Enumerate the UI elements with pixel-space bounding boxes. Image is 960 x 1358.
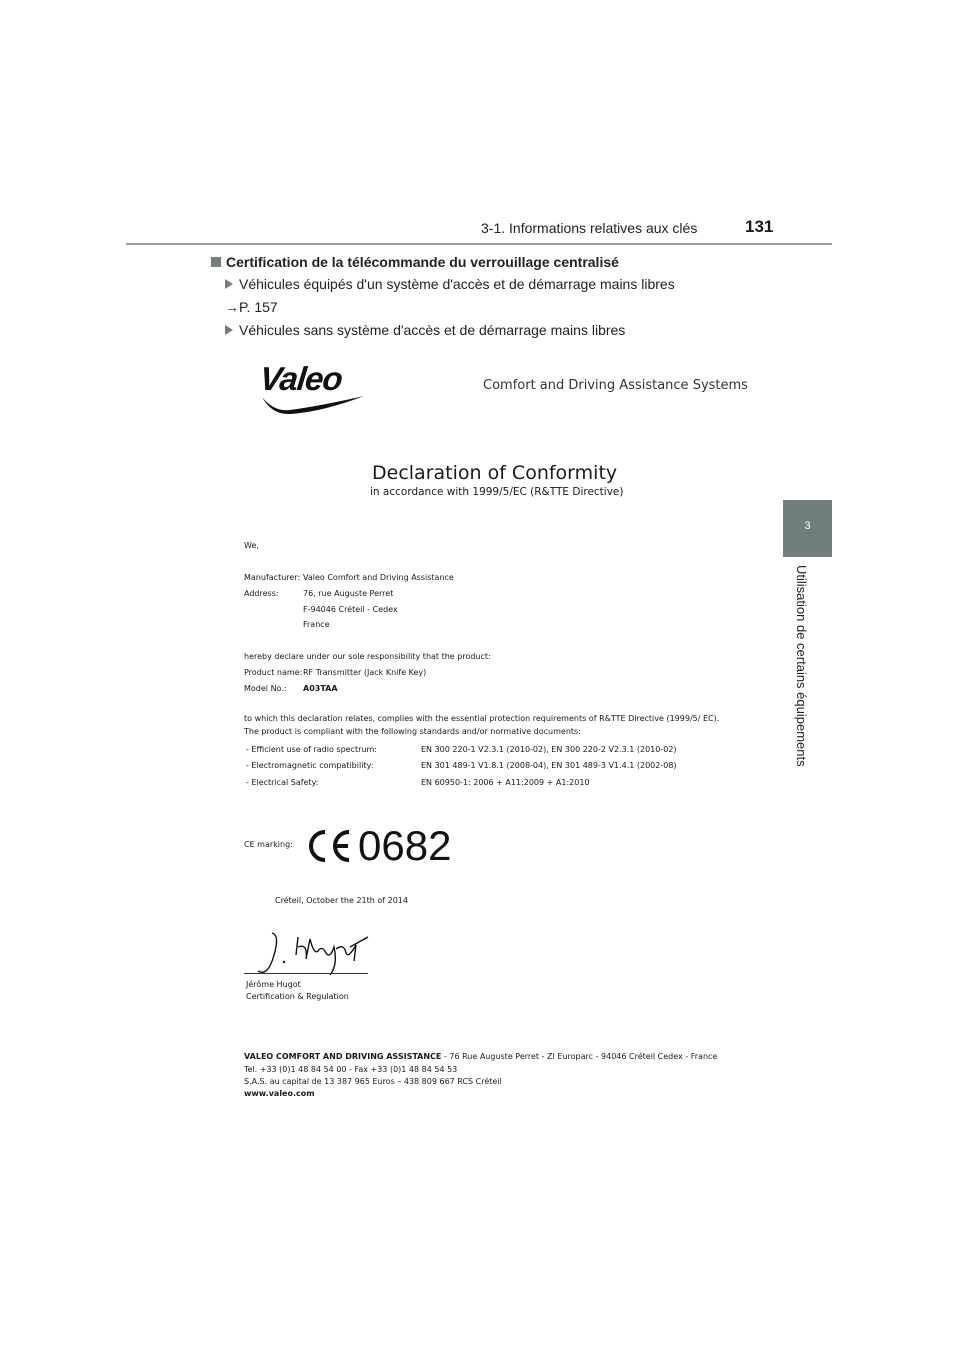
- chapter-title-vertical: Utilisation de certains équipements: [794, 565, 809, 767]
- footer-company-name: VALEO COMFORT AND DRIVING ASSISTANCE: [244, 1052, 442, 1061]
- list-item: [225, 322, 625, 338]
- ce-notified-body-number: 0682: [358, 822, 452, 869]
- address-label: Address:: [244, 589, 279, 598]
- footer-website-link[interactable]: www.valeo.com: [244, 1089, 315, 1098]
- footer-company-line: [244, 1052, 717, 1061]
- ce-mark-icon: [305, 826, 355, 871]
- valeo-logo-text: Valeo: [258, 360, 344, 397]
- signature-line: [244, 973, 368, 974]
- address-line: F-94046 Créteil - Cedex: [303, 605, 398, 614]
- product-label: Product name:: [244, 668, 303, 677]
- we-label: We,: [244, 541, 259, 550]
- manufacturer-label: Manufacturer:: [244, 573, 301, 582]
- standard-label: - Electrical Safety:: [246, 778, 319, 787]
- company-tagline: Comfort and Driving Assistance Systems: [483, 378, 748, 393]
- section-heading: [211, 254, 619, 270]
- footer-address: - 76 Rue Auguste Perret - ZI Europarc - 94046 Créteil Cedex - France: [441, 1052, 718, 1061]
- section-title: 3-1. Informations relatives aux clés: [481, 220, 698, 236]
- list-item: [225, 276, 675, 292]
- chapter-number: 3: [804, 520, 811, 532]
- product-value: RF Transmitter (Jack Knife Key): [303, 668, 427, 677]
- document-subtitle: in accordance with 1999/5/EC (R&TTE Directive): [370, 486, 624, 498]
- address-line: France: [303, 620, 330, 629]
- address-line: 76, rue Auguste Perret: [303, 589, 394, 598]
- place-date: Créteil, October the 21th of 2014: [275, 896, 408, 905]
- signatory-name: Jérôme Hugot: [246, 980, 301, 989]
- standard-label: - Efficient use of radio spectrum:: [246, 745, 377, 754]
- ce-marking-label: CE marking:: [244, 840, 293, 849]
- list-item-text: Véhicules équipés d'un système d'accès et de démarrage mains libres: [239, 276, 675, 292]
- list-item-text: Véhicules sans système d'accès et de démarrage mains libres: [239, 322, 626, 338]
- standard-value: EN 300 220-1 V2.3.1 (2010-02), EN 300 220-2 V2.3.1 (2010-02): [421, 745, 677, 754]
- footer-phone: Tel. +33 (0)1 48 84 54 00 - Fax +33 (0)1 48 84 54 53: [244, 1065, 458, 1074]
- model-value: A03TAA: [303, 684, 338, 693]
- declaration-text: hereby declare under our sole responsibility that the product:: [244, 652, 491, 661]
- chapter-tab: [783, 500, 832, 557]
- standard-value: EN 60950-1: 2006 + A11:2009 + A1:2010: [421, 778, 590, 787]
- footer-legal: S.A.S. au capital de 13 387 965 Euros – 438 809 667 RCS Créteil: [244, 1077, 502, 1086]
- triangle-bullet-icon: [225, 279, 233, 289]
- compliance-text: The product is compliant with the following standards and/or normative documents:: [244, 727, 581, 736]
- document-title: Declaration of Conformity: [372, 462, 618, 484]
- header-divider: [126, 243, 832, 245]
- page-number: 131: [745, 217, 774, 236]
- section-heading-text: Certification de la télécommande du verrouillage centralisé: [226, 254, 619, 270]
- manufacturer-value: Valeo Comfort and Driving Assistance: [303, 573, 454, 582]
- triangle-bullet-icon: [225, 325, 233, 335]
- standard-label: - Electromagnetic compatibility:: [246, 761, 374, 770]
- page-reference-link[interactable]: →P. 157: [225, 299, 278, 315]
- compliance-text: to which this declaration relates, complies with the essential protection requirements of R&TTE Directive (1999/5/ EC).: [244, 714, 720, 723]
- square-bullet-icon: [211, 257, 221, 267]
- signatory-title: Certification & Regulation: [246, 992, 349, 1001]
- model-label: Model No.:: [244, 684, 287, 693]
- standard-value: EN 301 489-1 V1.8.1 (2008-04), EN 301 489-3 V1.4.1 (2002-08): [421, 761, 677, 770]
- valeo-logo: [260, 360, 370, 416]
